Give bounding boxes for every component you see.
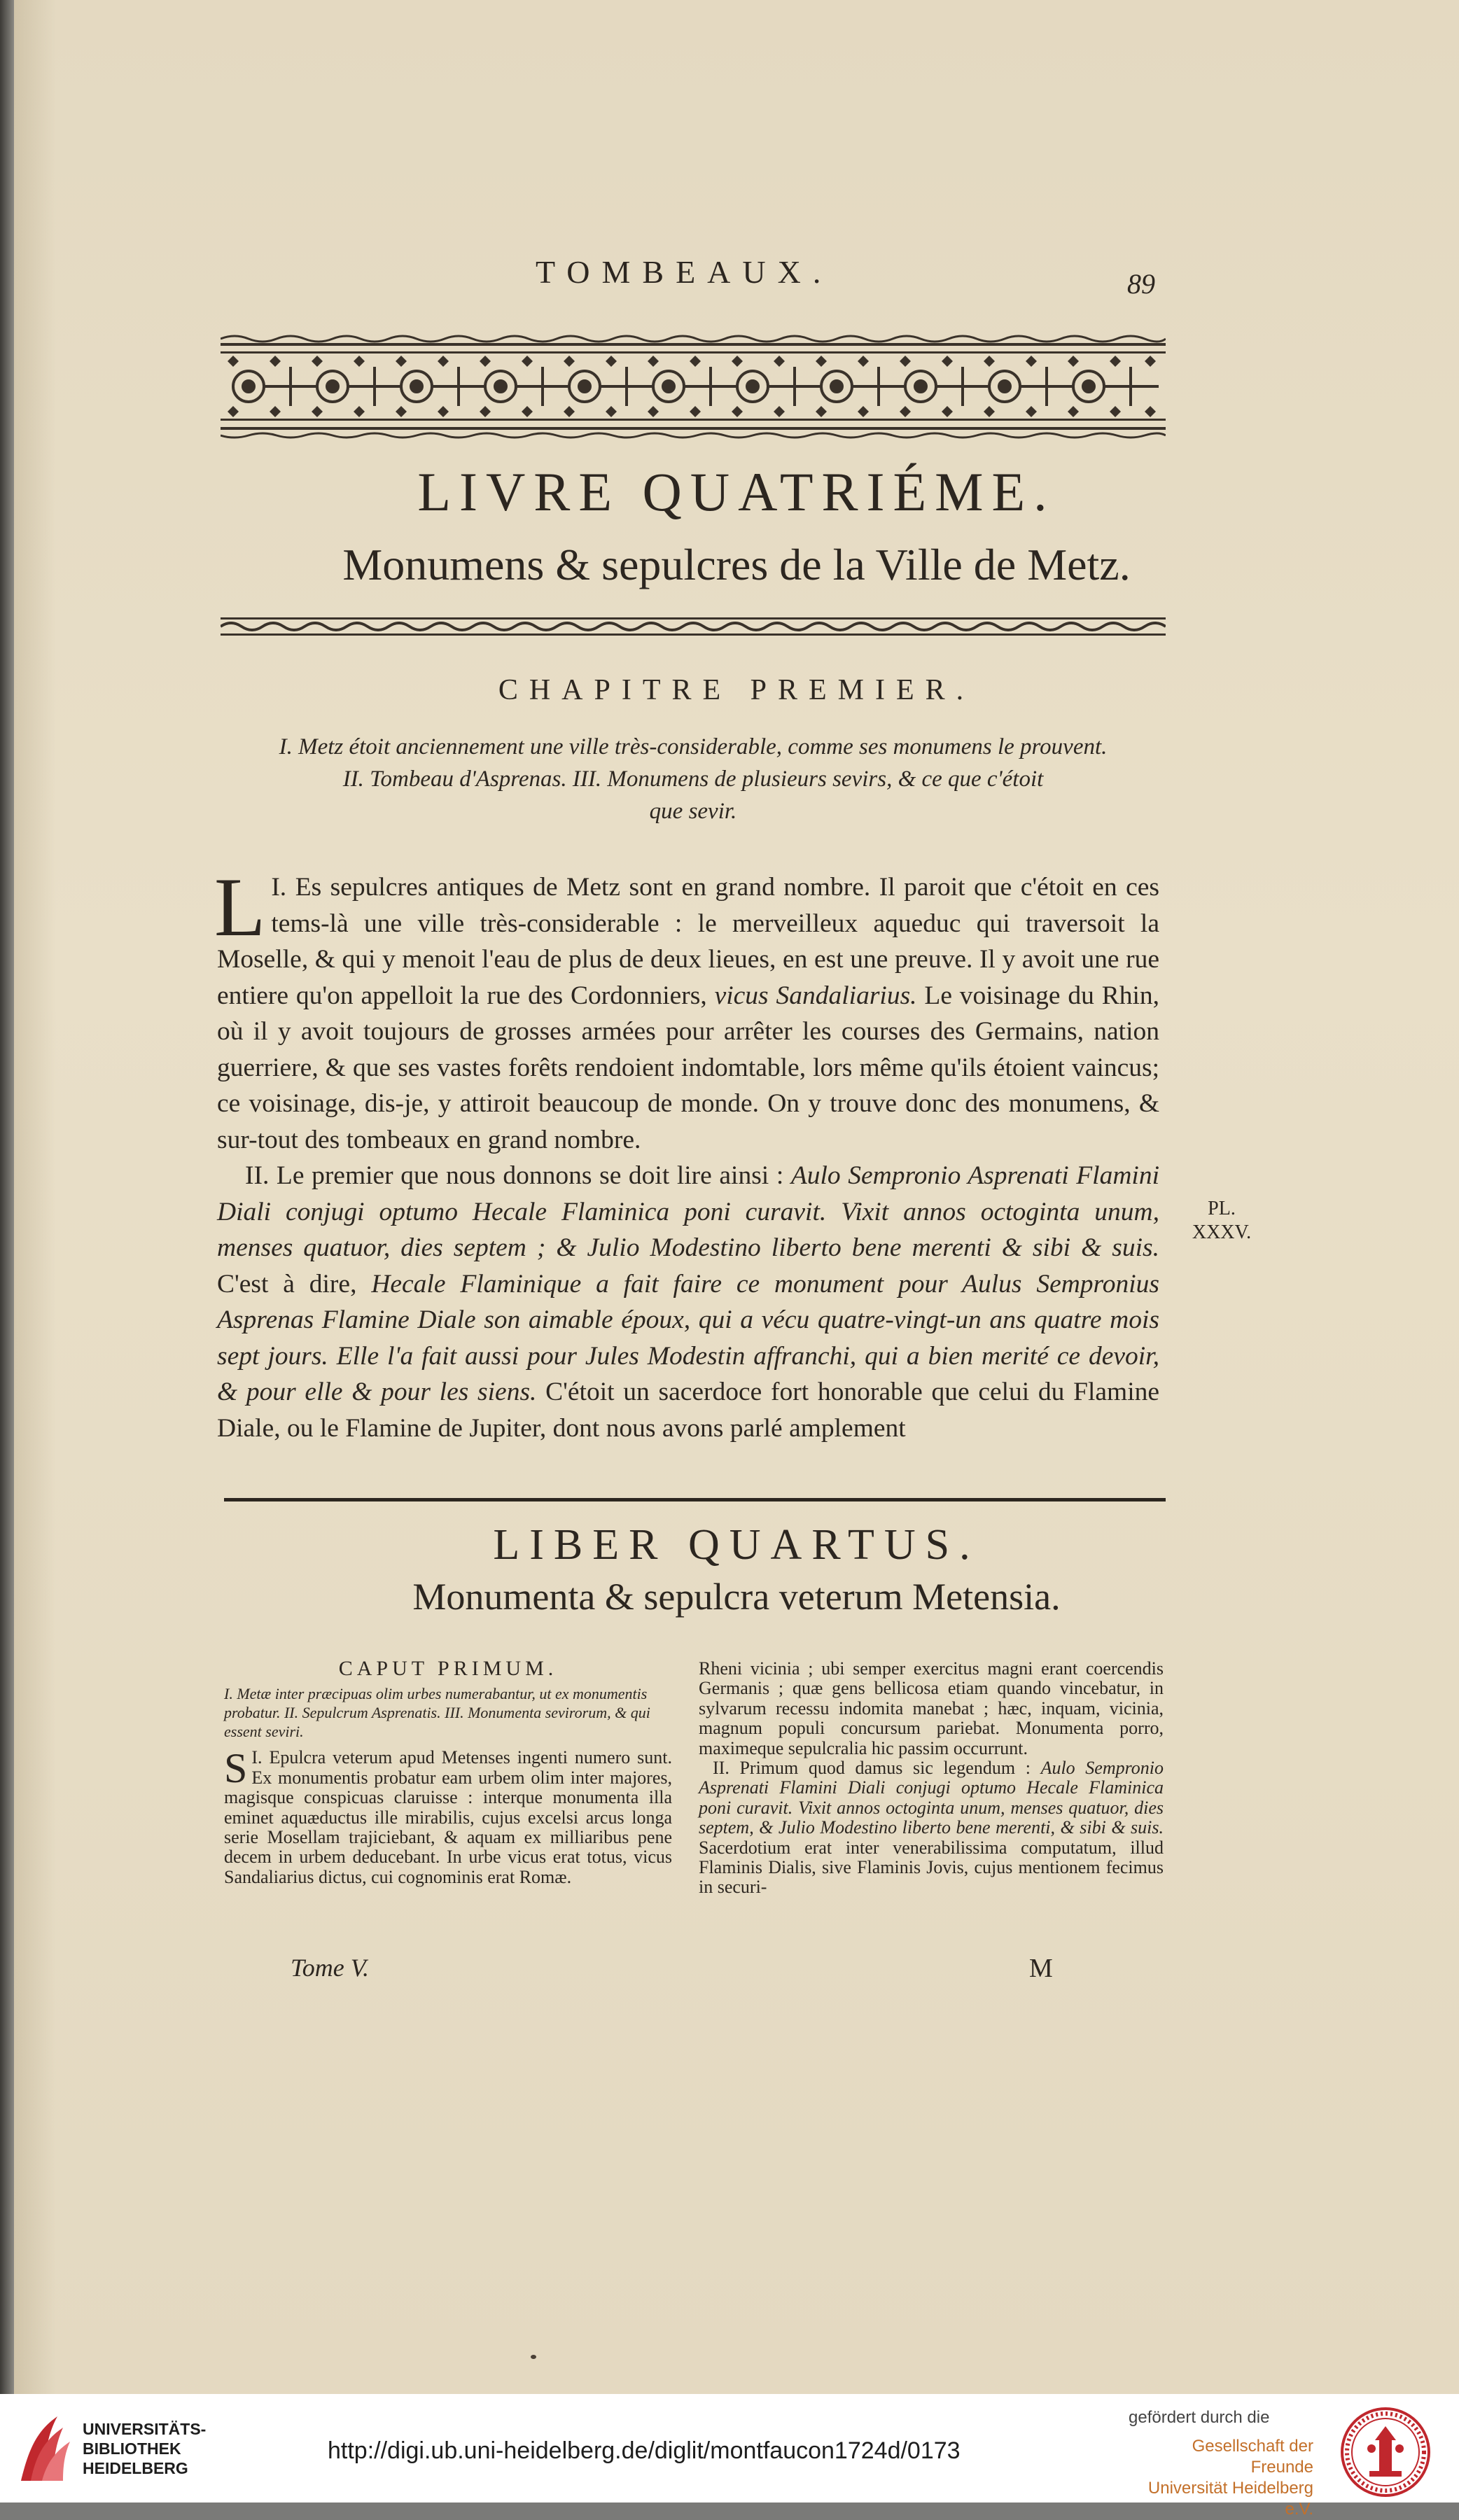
plate-number: XXXV. (1192, 1222, 1252, 1243)
latin-book-subtitle: Monumenta & sepulcra veterum Metensia. (412, 1576, 1061, 1618)
latin-paragraph (699, 1758, 1164, 1898)
paragraph-text: Es sepulcres antiques de Metz sont en grand nombre. Il paroit que c'étoit en ces tems-là une ville très-considerable : le merveilleux aqueduc qui traversoit la Moselle, & qui y menoit l'eau de plus de deux lieues, en est une preuve. Il y avoit une rue entiere qu'on appelloit la rue des Cordonniers, (217, 873, 1160, 1010)
latin-inscription: Aulo Sempronio Asprenati Flamini Diali conjugi optumo Hecale Flaminica poni curavit. Vixit annos octoginta unum, menses quatuor, dies septem, & Julio Modestino liberto bene merenti, & sibi & suis. (699, 1758, 1164, 1838)
plate-reference (1180, 1197, 1264, 1245)
paragraph-2 (217, 1158, 1159, 1446)
paragraph-number: I. (271, 873, 287, 902)
chapter-title: CHAPITRE PREMIER. (498, 674, 975, 706)
chapter-summary (224, 731, 1162, 827)
viewer-footer (0, 2394, 1459, 2519)
drop-cap: S (224, 1745, 248, 1792)
summary-line: I. Metz étoit anciennement une ville très-considerable, comme ses monumens le prouvent. (279, 734, 1108, 760)
plate-label: PL. (1208, 1198, 1236, 1219)
signature-mark: M (1029, 1954, 1053, 1983)
paragraph-text: II. Primum quod damus sic legendum : (713, 1758, 1031, 1779)
library-name-line: UNIVERSITÄTS- (83, 2420, 207, 2438)
library-logo-icon[interactable] (14, 2411, 73, 2486)
ornamental-rule (221, 615, 1166, 638)
section-divider (224, 1498, 1166, 1502)
paragraph-text: C'étoit un sacerdoce fort honorable que celui du Flamine Diale, ou le Flamine de Jupiter, dont nous avons parlé amplement (217, 1378, 1160, 1443)
university-seal-icon[interactable] (1340, 2407, 1431, 2498)
paragraph-text: Le voisinage du Rhin, où il y avoit toujours de grosses armées pour arrêter les courses des Germains, nation guerriere, & que ses vastes forêts rendoient indomtable, lors même qu'ils étoient vaincus; ce voisinage, dis-je, y attiroit beaucoup de monde. On y trouve donc des monumens, & sur-tout des tombeaux en grand nombre. (217, 981, 1160, 1154)
latin-paragraph (224, 1745, 672, 1887)
paragraph-text: Sacerdotium erat inter venerabilissima computatum, illud Flaminis Dialis, sive Flaminis Jovis, cujus mentionem fecimus in securi- (699, 1837, 1164, 1898)
paragraph-text: C'est à dire, (217, 1269, 357, 1298)
latin-inscription: Aulo Sempronio Asprenati Flamini Diali conjugi optumo Hecale Flaminica poni curavit. Vixit annos octoginta unum, menses quatuor, dies septem ; & Julio Modestino liberto bene merenti & sibi & suis. (217, 1161, 1160, 1262)
summary-line: que sevir. (649, 799, 737, 824)
sponsor-label: gefördert durch die (1129, 2408, 1270, 2427)
sponsor-name-line: Gesellschaft der Freunde (1192, 2437, 1313, 2477)
sponsor-name-line: Universität Heidelberg e.V. (1147, 2479, 1313, 2519)
latin-left-column (224, 1659, 672, 1887)
book-spine-shadow (0, 0, 14, 2394)
italic-phrase: vicus Sandaliarius. (714, 981, 917, 1010)
library-name[interactable] (83, 2419, 206, 2478)
library-name-line: BIBLIOTHEK (83, 2440, 181, 2458)
volume-marker: Tome V. (291, 1954, 370, 1982)
book-title: LIVRE QUATRIÉME. (417, 461, 1056, 522)
french-translation: Hecale Flaminique a fait faire ce monument pour Aulus Sempronius Asprenas Flamine Diale son aimable époux, qui a vécu quatre-vingt-un ans quatre mois sept jours. Elle l'a fait aussi pour Jules Modestin affranchi, qui a bien merité ce devoir, & pour elle & pour les siens. (217, 1269, 1160, 1406)
book-page (14, 0, 1459, 2394)
paragraph-text: Epulcra veterum apud Metenses ingenti numero sunt. Ex monumentis probatur eam urbem olim inter majores, magisque conspicuas claruisse : interque monumenta illa eminet aquæductus ille mirabilis, cujus excelsi arcus longa serie Mosellam trajiciebant, & aquam ex milliaribus pene decem in urbem deducebant. In urbe vicus erat totus, vicus Sandaliarius dictus, cui cognominis erat Romæ. (224, 1747, 672, 1887)
page-number: 89 (1127, 268, 1155, 300)
french-body-text (214, 860, 1160, 1446)
sponsor-name[interactable] (1138, 2436, 1313, 2520)
latin-book-title: LIBER QUARTUS. (493, 1521, 980, 1569)
ornamental-headpiece (221, 333, 1166, 440)
latin-paragraph: Rheni vicinia ; ubi semper exercitus magni erant coercendis Germanis ; quæ gens bellicosa etiam quando vincebatur, in sylvarum recessu indomita manebat ; hæc, inquam, vicinia, magnum populi concursum pariebat. Monumenta porro, maximeque sepulcralia hic passim occurrunt. (699, 1658, 1164, 1758)
summary-line: II. Tombeau d'Asprenas. III. Monumens de plusieurs sevirs, & ce que c'étoit (342, 766, 1044, 792)
running-title: TOMBEAUX. (536, 254, 833, 290)
book-subtitle: Monumens & sepulcres de la Ville de Metz. (342, 540, 1131, 589)
paragraph-number: I. (251, 1747, 263, 1768)
caput-title: CAPUT PRIMUM. (338, 1657, 558, 1680)
paragraph-text: II. Le premier que nous donnons se doit lire ainsi : (245, 1161, 784, 1190)
latin-right-column (699, 1659, 1164, 1898)
ink-speck (531, 2355, 536, 2359)
permalink-url[interactable]: http://digi.ub.uni-heidelberg.de/diglit/montfaucon1724d/0173 (328, 2437, 961, 2464)
caput-summary: I. Metæ inter præcipuas olim urbes numerabantur, ut ex monumentis probatur. II. Sepulcrum Asprenatis. III. Monumenta sevirorum, & qui essent seviri. (224, 1685, 650, 1741)
paragraph-1 (214, 860, 1160, 1158)
drop-cap: L (214, 860, 266, 953)
library-name-line: HEIDELBERG (83, 2459, 188, 2477)
